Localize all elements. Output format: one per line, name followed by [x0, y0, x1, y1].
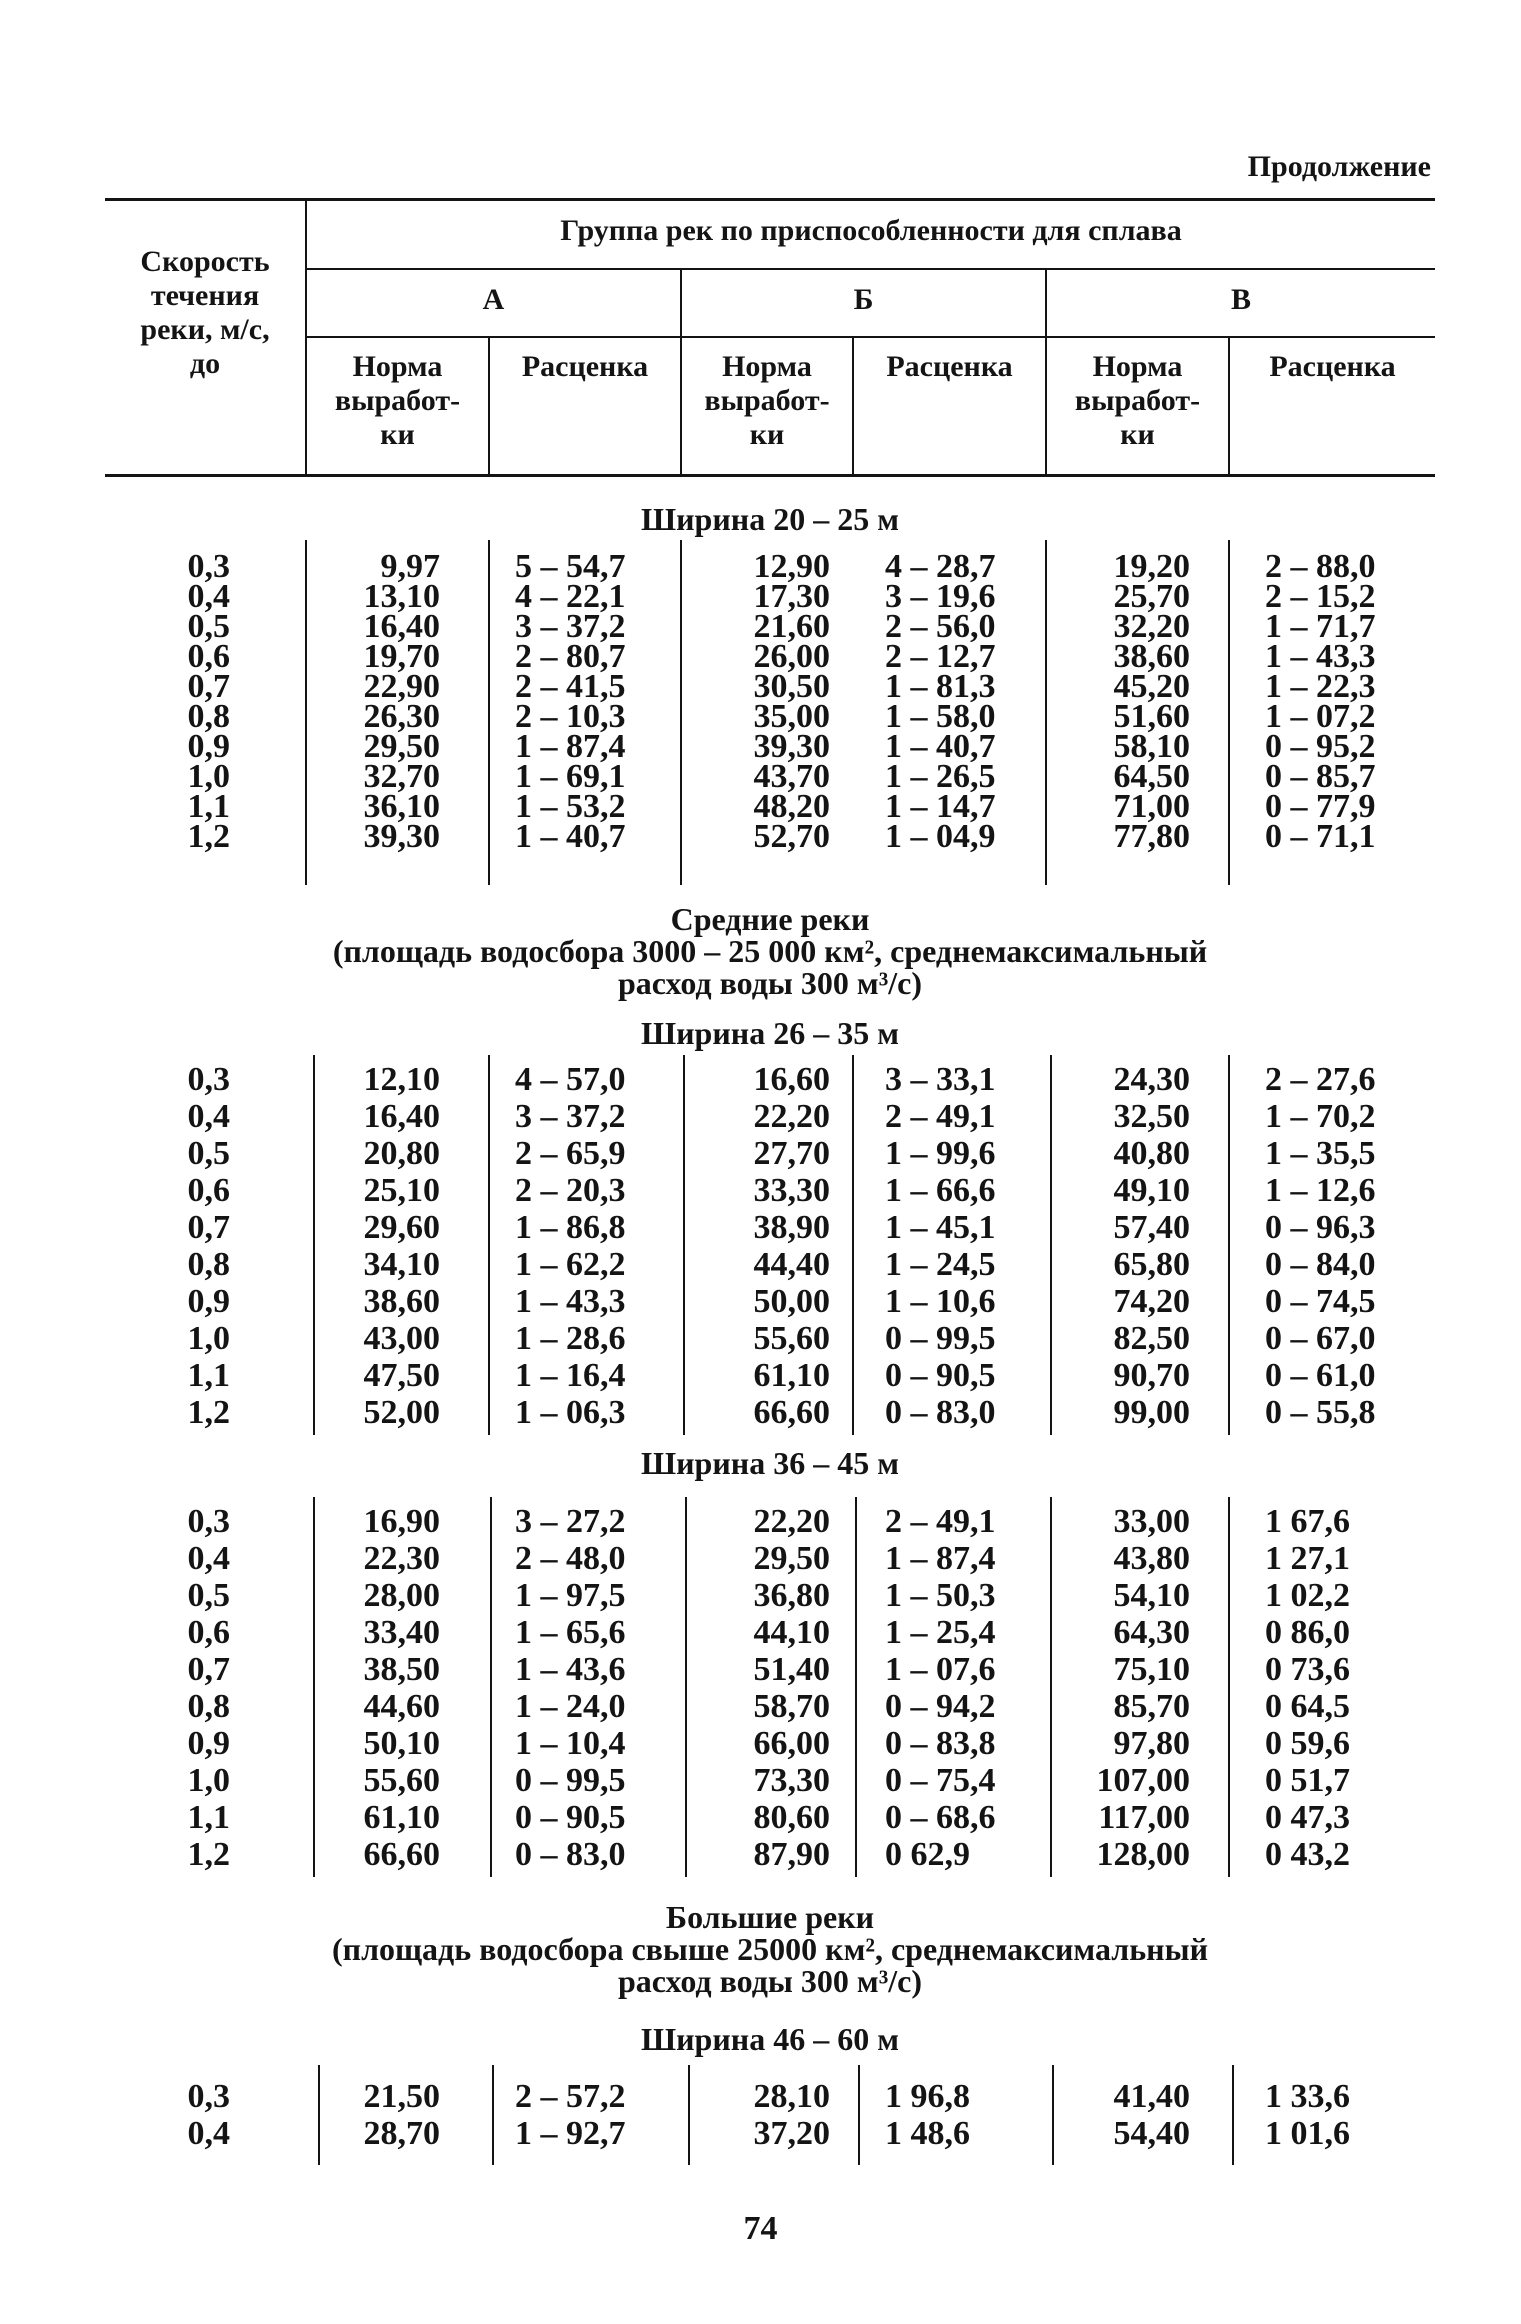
table-cell-b-norm: 52,70	[753, 818, 830, 855]
table-cell-b-rate: 0 – 68,6	[885, 1799, 996, 1836]
table-cell-a-rate: 2 – 57,2	[515, 2078, 626, 2115]
table-cell-b-norm: 30,50	[753, 668, 830, 705]
page-number: 74	[743, 2210, 778, 2247]
table-cell-a-norm: 38,60	[363, 1283, 440, 1320]
table-cell-speed: 0,9	[187, 1283, 230, 1320]
table-cell-b-rate: 0 – 83,0	[885, 1394, 996, 1431]
table-cell-b-rate: 3 – 33,1	[885, 1061, 996, 1098]
table-cell-a-rate: 1 – 24,0	[515, 1688, 626, 1725]
norm-header-b	[682, 350, 852, 452]
table-cell-b-norm: 21,60	[753, 608, 830, 645]
table-cell-b-rate: 1 – 45,1	[885, 1209, 996, 1246]
table-cell-b-rate: 0 – 99,5	[885, 1320, 996, 1357]
table-cell-a-norm: 47,50	[363, 1357, 440, 1394]
speed-header-line: реки, м/с,	[140, 313, 270, 346]
table-cell-a-rate: 1 – 69,1	[515, 758, 626, 795]
rate-header-c: Расценка	[1269, 350, 1396, 383]
table-cell-speed: 0,4	[187, 1098, 230, 1135]
table-cell-b-norm: 16,60	[753, 1061, 830, 1098]
table-cell-c-rate: 0 – 71,1	[1265, 818, 1376, 855]
table-cell-speed: 0,3	[187, 1061, 230, 1098]
speed-header-line: Скорость	[140, 245, 270, 278]
table-cell-b-norm: 17,30	[753, 578, 830, 615]
table-cell-c-rate: 0 – 67,0	[1265, 1320, 1376, 1357]
table-cell-b-norm: 33,30	[753, 1172, 830, 1209]
norm-header-a	[307, 350, 488, 452]
table-cell-c-norm: 25,70	[1113, 578, 1190, 615]
table-cell-a-norm: 52,00	[363, 1394, 440, 1431]
table-cell-c-norm: 128,00	[1096, 1836, 1190, 1873]
table-cell-a-rate: 1 – 16,4	[515, 1357, 626, 1394]
table-cell-a-norm: 22,30	[363, 1540, 440, 1577]
table-cell-b-norm: 73,30	[753, 1762, 830, 1799]
table-cell-b-rate: 1 – 26,5	[885, 758, 996, 795]
table-cell-a-rate: 2 – 65,9	[515, 1135, 626, 1172]
table-cell-speed: 0,8	[187, 1688, 230, 1725]
table-cell-c-rate: 1 – 71,7	[1265, 608, 1376, 645]
table-cell-b-norm: 38,90	[753, 1209, 830, 1246]
table-cell-b-rate: 1 96,8	[885, 2078, 970, 2115]
column-divider	[1228, 1497, 1230, 1877]
norm-header-line: ки	[1120, 418, 1155, 451]
table-cell-a-rate: 1 – 92,7	[515, 2115, 626, 2152]
table-cell-a-norm: 29,60	[363, 1209, 440, 1246]
table-cell-b-rate: 1 – 04,9	[885, 818, 996, 855]
table-cell-b-rate: 1 – 66,6	[885, 1172, 996, 1209]
table-cell-c-norm: 64,30	[1113, 1614, 1190, 1651]
table-cell-speed: 0,4	[187, 1540, 230, 1577]
table-cell-b-rate: 1 – 14,7	[885, 788, 996, 825]
table-cell-c-norm: 49,10	[1113, 1172, 1190, 1209]
table-cell-speed: 0,9	[187, 1725, 230, 1762]
table-cell-a-rate: 1 – 43,3	[515, 1283, 626, 1320]
table-cell-b-rate: 2 – 49,1	[885, 1098, 996, 1135]
table-cell-b-rate: 0 – 94,2	[885, 1688, 996, 1725]
table-cell-a-rate: 1 – 53,2	[515, 788, 626, 825]
table-cell-speed: 0,6	[187, 638, 230, 675]
table-cell-c-norm: 54,10	[1113, 1577, 1190, 1614]
table-cell-a-rate: 0 – 99,5	[515, 1762, 626, 1799]
table-cell-c-norm: 32,20	[1113, 608, 1190, 645]
column-divider	[680, 540, 682, 885]
table-cell-c-norm: 107,00	[1096, 1762, 1190, 1799]
table-cell-b-rate: 1 – 58,0	[885, 698, 996, 735]
table-cell-b-norm: 66,60	[753, 1394, 830, 1431]
table-cell-a-rate: 1 – 06,3	[515, 1394, 626, 1431]
section-width-title: Ширина 26 – 35 м	[640, 1015, 900, 1051]
group-a-label: А	[482, 283, 505, 316]
table-cell-a-norm: 28,00	[363, 1577, 440, 1614]
table-cell-a-norm: 21,50	[363, 2078, 440, 2115]
group-rule	[305, 268, 1435, 270]
table-cell-a-norm: 22,90	[363, 668, 440, 705]
table-cell-a-rate: 1 – 10,4	[515, 1725, 626, 1762]
group-c-label: В	[1230, 283, 1251, 316]
table-cell-speed: 0,7	[187, 1209, 230, 1246]
table-cell-c-norm: 57,40	[1113, 1209, 1190, 1246]
table-cell-b-rate: 1 – 24,5	[885, 1246, 996, 1283]
column-divider	[1228, 540, 1230, 885]
large-rivers-title: Большие реки	[665, 1899, 875, 1935]
large-rivers-desc: расход воды 300 м³/с)	[617, 1963, 923, 1999]
table-cell-speed: 0,4	[187, 578, 230, 615]
table-cell-c-norm: 117,00	[1098, 1799, 1190, 1836]
norm-header-line: выработ-	[1074, 384, 1201, 417]
table-cell-a-rate: 3 – 27,2	[515, 1503, 626, 1540]
table-cell-a-rate: 0 – 90,5	[515, 1799, 626, 1836]
table-cell-c-rate: 0 – 95,2	[1265, 728, 1376, 765]
table-cell-a-rate: 2 – 41,5	[515, 668, 626, 705]
table-cell-c-rate: 0 – 61,0	[1265, 1357, 1376, 1394]
table-cell-c-rate: 1 – 35,5	[1265, 1135, 1376, 1172]
subgroup-rule	[305, 336, 1435, 338]
table-cell-b-norm: 26,00	[753, 638, 830, 675]
table-cell-b-norm: 87,90	[753, 1836, 830, 1873]
table-cell-b-norm: 12,90	[753, 548, 830, 585]
table-cell-b-norm: 50,00	[753, 1283, 830, 1320]
rate-header-a: Расценка	[521, 350, 649, 383]
table-cell-c-norm: 74,20	[1113, 1283, 1190, 1320]
table-cell-a-rate: 1 – 87,4	[515, 728, 626, 765]
table-cell-c-norm: 54,40	[1113, 2115, 1190, 2152]
table-cell-a-norm: 36,10	[363, 788, 440, 825]
table-cell-b-rate: 0 – 83,8	[885, 1725, 996, 1762]
table-cell-speed: 0,8	[187, 698, 230, 735]
table-cell-b-rate: 0 – 75,4	[885, 1762, 996, 1799]
table-cell-c-rate: 2 – 15,2	[1265, 578, 1376, 615]
table-cell-c-rate: 1 – 43,3	[1265, 638, 1376, 675]
table-cell-a-norm: 33,40	[363, 1614, 440, 1651]
table-cell-c-norm: 85,70	[1113, 1688, 1190, 1725]
table-cell-c-norm: 97,80	[1113, 1725, 1190, 1762]
table-cell-b-rate: 1 – 50,3	[885, 1577, 996, 1614]
column-divider	[852, 1055, 854, 1435]
table-cell-b-rate: 2 – 56,0	[885, 608, 996, 645]
table-cell-c-norm: 75,10	[1113, 1651, 1190, 1688]
table-cell-b-rate: 0 – 90,5	[885, 1357, 996, 1394]
table-cell-speed: 0,5	[187, 1135, 230, 1172]
table-cell-b-rate: 3 – 19,6	[885, 578, 996, 615]
table-cell-a-norm: 34,10	[363, 1246, 440, 1283]
table-cell-c-norm: 64,50	[1113, 758, 1190, 795]
table-cell-a-norm: 43,00	[363, 1320, 440, 1357]
table-cell-c-rate: 2 – 88,0	[1265, 548, 1376, 585]
table-cell-a-norm: 32,70	[363, 758, 440, 795]
table-cell-c-rate: 0 – 85,7	[1265, 758, 1376, 795]
section-width-title: Ширина 20 – 25 м	[640, 501, 900, 537]
table-cell-a-rate: 2 – 48,0	[515, 1540, 626, 1577]
table-cell-c-rate: 1 01,6	[1265, 2115, 1350, 2152]
norm-header-line: Норма	[722, 350, 812, 383]
table-cell-a-norm: 39,30	[363, 818, 440, 855]
section-width-title: Ширина 36 – 45 м	[640, 1445, 900, 1481]
table-cell-b-norm: 44,40	[753, 1246, 830, 1283]
table-cell-c-rate: 1 02,2	[1265, 1577, 1350, 1614]
table-cell-c-norm: 38,60	[1113, 638, 1190, 675]
table-cell-speed: 0,6	[187, 1614, 230, 1651]
table-cell-c-norm: 58,10	[1113, 728, 1190, 765]
table-cell-b-norm: 28,10	[753, 2078, 830, 2115]
norm-header-line: Норма	[352, 350, 443, 383]
medium-rivers-desc: (площадь водосбора 3000 – 25 000 км², среднемаксимальный	[332, 933, 1208, 969]
table-cell-c-norm: 99,00	[1113, 1394, 1190, 1431]
norm-header-line: ки	[380, 418, 415, 451]
table-cell-speed: 0,9	[187, 728, 230, 765]
norm-header-c	[1047, 350, 1228, 452]
table-cell-c-norm: 71,00	[1113, 788, 1190, 825]
norm-header-line: Норма	[1092, 350, 1183, 383]
table-cell-b-rate: 1 – 10,6	[885, 1283, 996, 1320]
table-cell-c-norm: 32,50	[1113, 1098, 1190, 1135]
column-divider	[492, 2065, 494, 2165]
norm-header-line: ки	[749, 418, 785, 451]
table-cell-a-rate: 1 – 65,6	[515, 1614, 626, 1651]
large-rivers-desc: (площадь водосбора свыше 25000 км², среднемаксимальный	[331, 1931, 1209, 1967]
table-cell-speed: 0,7	[187, 1651, 230, 1688]
table-cell-b-norm: 80,60	[753, 1799, 830, 1836]
table-cell-c-rate: 0 73,6	[1265, 1651, 1350, 1688]
table-cell-b-rate: 1 – 99,6	[885, 1135, 996, 1172]
table-cell-speed: 1,1	[187, 788, 230, 825]
table-cell-a-norm: 16,40	[363, 1098, 440, 1135]
column-divider	[858, 2065, 860, 2165]
table-cell-a-rate: 1 – 86,8	[515, 1209, 626, 1246]
table-cell-c-rate: 0 86,0	[1265, 1614, 1350, 1651]
table-cell-c-rate: 1 – 70,2	[1265, 1098, 1376, 1135]
table-cell-c-rate: 0 43,2	[1265, 1836, 1350, 1873]
table-cell-b-rate: 2 – 12,7	[885, 638, 996, 675]
table-cell-a-rate: 2 – 10,3	[515, 698, 626, 735]
table-cell-speed: 1,0	[187, 1320, 230, 1357]
table-cell-c-rate: 0 – 74,5	[1265, 1283, 1376, 1320]
table-cell-a-rate: 1 – 28,6	[515, 1320, 626, 1357]
speed-header-line: до	[189, 347, 221, 380]
column-divider	[488, 1055, 490, 1435]
medium-rivers-desc: расход воды 300 м³/с)	[617, 965, 923, 1001]
table-cell-c-norm: 24,30	[1113, 1061, 1190, 1098]
continuation-label: Продолжение	[1247, 150, 1431, 183]
table-cell-b-rate: 1 48,6	[885, 2115, 970, 2152]
table-cell-a-norm: 9,97	[380, 548, 440, 585]
table-cell-a-norm: 66,60	[363, 1836, 440, 1873]
column-divider	[490, 1497, 492, 1877]
table-cell-b-norm: 48,20	[753, 788, 830, 825]
table-cell-a-rate: 1 – 62,2	[515, 1246, 626, 1283]
table-cell-speed: 0,3	[187, 2078, 230, 2115]
table-cell-a-norm: 38,50	[363, 1651, 440, 1688]
table-cell-speed: 1,0	[187, 1762, 230, 1799]
table-cell-b-norm: 36,80	[753, 1577, 830, 1614]
table-cell-b-norm: 61,10	[753, 1357, 830, 1394]
table-cell-a-rate: 5 – 54,7	[515, 548, 626, 585]
table-cell-speed: 1,1	[187, 1357, 230, 1394]
table-cell-speed: 1,2	[187, 1836, 230, 1873]
table-cell-b-rate: 1 – 81,3	[885, 668, 996, 705]
table-cell-c-norm: 51,60	[1113, 698, 1190, 735]
table-cell-c-rate: 0 – 84,0	[1265, 1246, 1376, 1283]
table-cell-c-rate: 0 51,7	[1265, 1762, 1350, 1799]
table-cell-a-norm: 19,70	[363, 638, 440, 675]
table-cell-c-rate: 1 – 07,2	[1265, 698, 1376, 735]
table-cell-b-norm: 55,60	[753, 1320, 830, 1357]
table-cell-a-norm: 16,40	[363, 608, 440, 645]
table-cell-b-norm: 66,00	[753, 1725, 830, 1762]
table-cell-c-norm: 45,20	[1113, 668, 1190, 705]
table-cell-a-rate: 4 – 22,1	[515, 578, 626, 615]
group-b-label: Б	[853, 283, 874, 316]
table-cell-a-norm: 20,80	[363, 1135, 440, 1172]
table-cell-c-norm: 40,80	[1113, 1135, 1190, 1172]
table-cell-a-norm: 13,10	[363, 578, 440, 615]
table-cell-speed: 0,7	[187, 668, 230, 705]
table-cell-c-rate: 0 – 77,9	[1265, 788, 1376, 825]
table-cell-b-norm: 39,30	[753, 728, 830, 765]
table-cell-a-norm: 28,70	[363, 2115, 440, 2152]
table-cell-c-norm: 77,80	[1113, 818, 1190, 855]
table-cell-c-norm: 41,40	[1113, 2078, 1190, 2115]
column-divider	[685, 1497, 687, 1877]
table-cell-c-rate: 0 59,6	[1265, 1725, 1350, 1762]
table-cell-c-norm: 19,20	[1113, 548, 1190, 585]
table-cell-b-norm: 22,20	[753, 1503, 830, 1540]
table-cell-a-rate: 4 – 57,0	[515, 1061, 626, 1098]
table-cell-c-rate: 2 – 27,6	[1265, 1061, 1376, 1098]
table-cell-c-rate: 1 – 22,3	[1265, 668, 1376, 705]
rate-header-b: Расценка	[886, 350, 1013, 383]
table-cell-c-norm: 82,50	[1113, 1320, 1190, 1357]
table-cell-a-rate: 2 – 80,7	[515, 638, 626, 675]
table-cell-b-rate: 1 – 07,6	[885, 1651, 996, 1688]
table-cell-a-rate: 1 – 43,6	[515, 1651, 626, 1688]
column-divider	[1232, 2065, 1234, 2165]
table-cell-b-rate: 1 – 40,7	[885, 728, 996, 765]
table-cell-b-rate: 1 – 25,4	[885, 1614, 996, 1651]
table-cell-b-norm: 22,20	[753, 1098, 830, 1135]
table-cell-a-norm: 25,10	[363, 1172, 440, 1209]
table-cell-b-norm: 43,70	[753, 758, 830, 795]
section-width-title: Ширина 46 – 60 м	[640, 2021, 900, 2057]
column-divider	[855, 1497, 857, 1877]
table-cell-c-norm: 65,80	[1113, 1246, 1190, 1283]
table-cell-a-norm: 26,30	[363, 698, 440, 735]
table-cell-speed: 0,3	[187, 548, 230, 585]
table-cell-a-rate: 1 – 40,7	[515, 818, 626, 855]
table-cell-speed: 0,8	[187, 1246, 230, 1283]
table-cell-c-rate: 0 47,3	[1265, 1799, 1350, 1836]
table-cell-a-norm: 44,60	[363, 1688, 440, 1725]
table-cell-speed: 1,1	[187, 1799, 230, 1836]
table-cell-b-norm: 51,40	[753, 1651, 830, 1688]
table-cell-b-norm: 37,20	[753, 2115, 830, 2152]
group-title: Группа рек по приспособленности для сплава	[560, 214, 1182, 247]
column-divider	[1228, 1055, 1230, 1435]
table-cell-b-rate: 0 62,9	[885, 1836, 970, 1873]
table-cell-b-norm: 29,50	[753, 1540, 830, 1577]
table-cell-a-norm: 61,10	[363, 1799, 440, 1836]
table-cell-c-norm: 33,00	[1113, 1503, 1190, 1540]
table-cell-b-norm: 58,70	[753, 1688, 830, 1725]
table-cell-b-rate: 2 – 49,1	[885, 1503, 996, 1540]
table-cell-c-rate: 1 – 12,6	[1265, 1172, 1376, 1209]
table-cell-speed: 1,2	[187, 1394, 230, 1431]
table-cell-speed: 0,5	[187, 1577, 230, 1614]
table-cell-a-norm: 12,10	[363, 1061, 440, 1098]
table-cell-b-norm: 27,70	[753, 1135, 830, 1172]
table-cell-speed: 1,0	[187, 758, 230, 795]
table-cell-c-norm: 43,80	[1113, 1540, 1190, 1577]
table-cell-speed: 0,5	[187, 608, 230, 645]
table-cell-b-rate: 1 – 87,4	[885, 1540, 996, 1577]
table-cell-b-norm: 44,10	[753, 1614, 830, 1651]
table-cell-a-norm: 16,90	[363, 1503, 440, 1540]
table-cell-speed: 0,4	[187, 2115, 230, 2152]
table-cell-c-rate: 1 67,6	[1265, 1503, 1350, 1540]
table-cell-a-norm: 29,50	[363, 728, 440, 765]
table-cell-c-rate: 0 – 55,8	[1265, 1394, 1376, 1431]
column-divider	[683, 1055, 685, 1435]
table-cell-b-rate: 4 – 28,7	[885, 548, 996, 585]
table-cell-speed: 0,3	[187, 1503, 230, 1540]
table-cell-a-rate: 3 – 37,2	[515, 1098, 626, 1135]
speed-header	[105, 245, 305, 381]
table-cell-a-rate: 2 – 20,3	[515, 1172, 626, 1209]
medium-rivers-title: Средние реки	[670, 901, 870, 937]
table-cell-a-norm: 50,10	[363, 1725, 440, 1762]
table-cell-c-norm: 90,70	[1113, 1357, 1190, 1394]
table-cell-a-rate: 0 – 83,0	[515, 1836, 626, 1873]
table-cell-b-norm: 35,00	[753, 698, 830, 735]
norm-header-line: выработ-	[704, 384, 830, 417]
norm-header-line: выработ-	[334, 384, 461, 417]
table-cell-speed: 0,6	[187, 1172, 230, 1209]
speed-header-line: течения	[150, 279, 260, 312]
table-cell-a-norm: 55,60	[363, 1762, 440, 1799]
table-cell-c-rate: 1 33,6	[1265, 2078, 1350, 2115]
table-cell-speed: 1,2	[187, 818, 230, 855]
table-cell-a-rate: 1 – 97,5	[515, 1577, 626, 1614]
table-cell-c-rate: 0 64,5	[1265, 1688, 1350, 1725]
table-cell-a-rate: 3 – 37,2	[515, 608, 626, 645]
table-cell-c-rate: 0 – 96,3	[1265, 1209, 1376, 1246]
column-divider	[488, 540, 490, 885]
table-cell-c-rate: 1 27,1	[1265, 1540, 1350, 1577]
